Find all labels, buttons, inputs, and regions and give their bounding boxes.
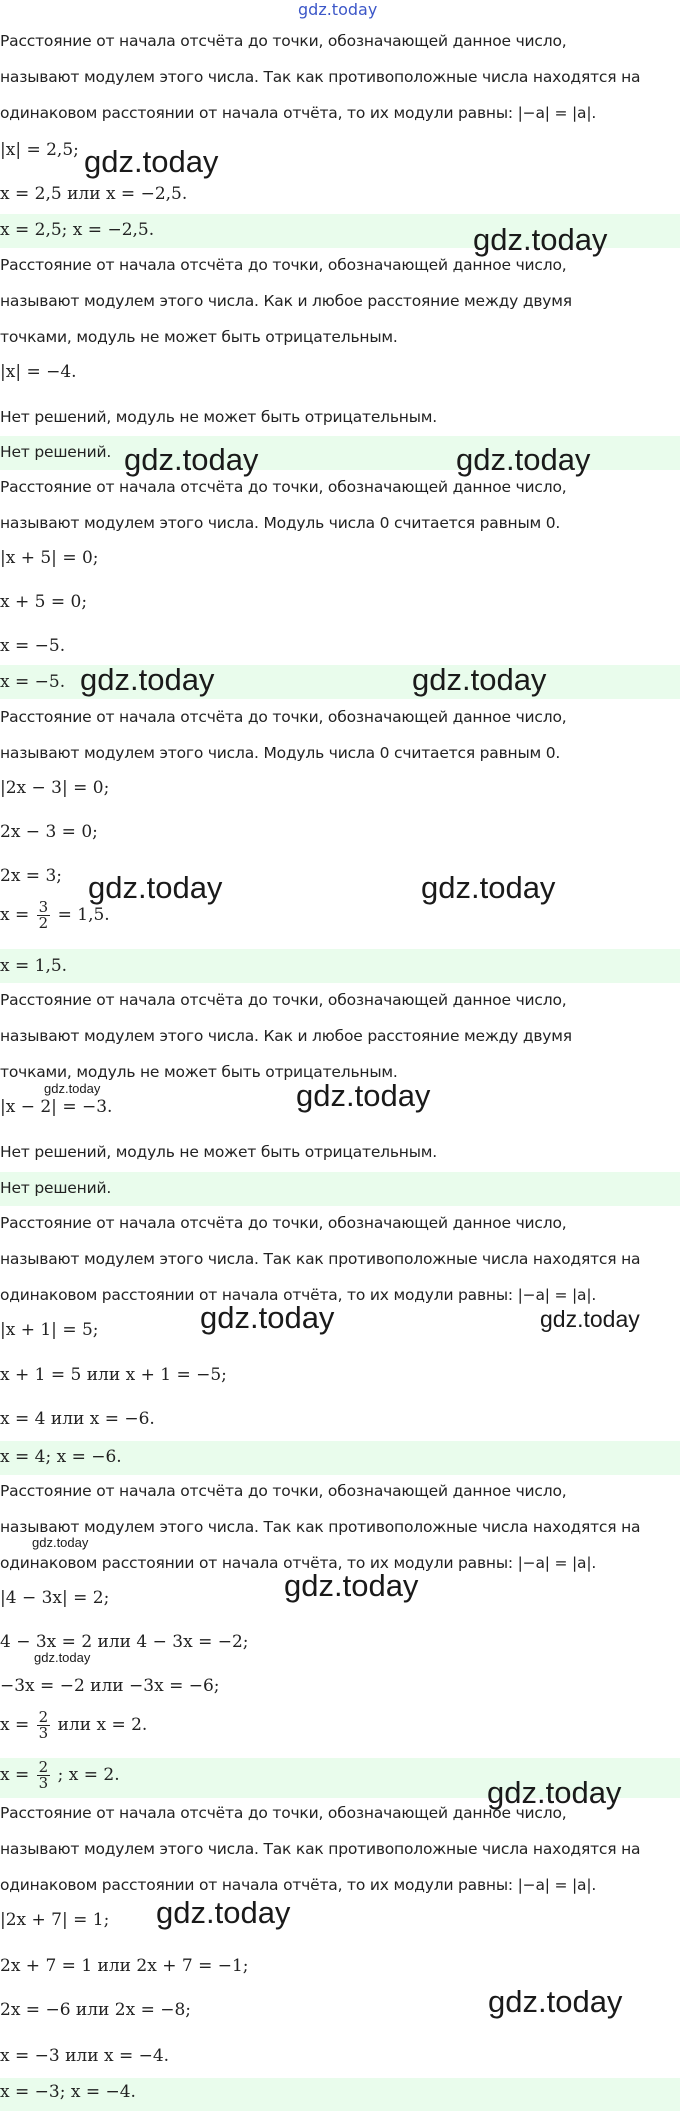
equation-prefix: x = — [0, 1765, 30, 1785]
explanation-text: одинаковом расстоянии от начала отчёта, то их модули равны: |−a| = |a|. — [0, 104, 597, 122]
equation-suffix: или x = 2. — [57, 1715, 148, 1735]
explanation-text: называют модулем этого числа. Так как противоположные числа находятся на — [0, 1518, 641, 1536]
watermark: gdz.today — [284, 1568, 419, 1603]
explanation-text: называют модулем этого числа. Как и любое расстояние между двумя — [0, 292, 572, 310]
explanation-text: точками, модуль не может быть отрицательным. — [0, 1063, 398, 1081]
watermark: gdz.today — [200, 1300, 335, 1335]
explanation-text: называют модулем этого числа. Так как противоположные числа находятся на — [0, 1840, 641, 1858]
explanation-text: одинаковом расстоянии от начала отчёта, то их модули равны: |−a| = |a|. — [0, 1554, 597, 1572]
equation: |x| = 2,5; — [0, 140, 79, 160]
equation-prefix: x = — [0, 905, 30, 925]
site-logo[interactable]: gdz.today — [298, 0, 378, 19]
equation-suffix: = 1,5. — [57, 905, 110, 925]
watermark: gdz.today — [296, 1078, 431, 1113]
equation: 2x + 7 = 1 или 2x + 7 = −1; — [0, 1956, 249, 1976]
equation-suffix: ; x = 2. — [57, 1765, 120, 1785]
answer: x = −5. — [0, 672, 66, 692]
watermark: gdz.today — [412, 662, 547, 697]
explanation-text: одинаковом расстоянии от начала отчёта, то их модули равны: |−a| = |a|. — [0, 1286, 597, 1304]
explanation-text: Расстояние от начала отсчёта до точки, обозначающей данное число, — [0, 478, 567, 496]
equation: |x − 2| = −3. — [0, 1097, 113, 1117]
watermark: gdz.today — [88, 870, 223, 905]
explanation-text: называют модулем этого числа. Так как противоположные числа находятся на — [0, 1250, 641, 1268]
fraction — [37, 1710, 51, 1741]
watermark: gdz.today — [44, 1081, 101, 1096]
fraction-denominator: 3 — [38, 1724, 49, 1742]
equation: |2x − 3| = 0; — [0, 778, 110, 798]
equation: 2x − 3 = 0; — [0, 822, 98, 842]
equation: |x + 1| = 5; — [0, 1320, 99, 1340]
equation: −3x = −2 или −3x = −6; — [0, 1676, 220, 1696]
explanation-text: называют модулем этого числа. Модуль числа 0 считается равным 0. — [0, 744, 561, 762]
fraction — [37, 900, 51, 931]
explanation-text: Расстояние от начала отсчёта до точки, обозначающей данное число, — [0, 1482, 567, 1500]
fraction-equation — [0, 1710, 680, 1741]
equation: x = 2,5 или x = −2,5. — [0, 184, 188, 204]
answer: Нет решений. — [0, 1179, 112, 1197]
equation: |4 − 3x| = 2; — [0, 1588, 110, 1608]
equation: 2x = 3; — [0, 866, 62, 886]
watermark: gdz.today — [456, 442, 591, 477]
equation: x = −5. — [0, 636, 66, 656]
explanation-text: Расстояние от начала отсчёта до точки, обозначающей данное число, — [0, 32, 567, 50]
answer: x = −3; x = −4. — [0, 2082, 136, 2102]
explanation-text: Расстояние от начала отсчёта до точки, обозначающей данное число, — [0, 991, 567, 1009]
equation: |x| = −4. — [0, 362, 77, 382]
answer: x = 4; x = −6. — [0, 1447, 122, 1467]
answer: x = 2,5; x = −2,5. — [0, 220, 155, 240]
fraction-numerator: 3 — [38, 898, 49, 916]
explanation-text: Расстояние от начала отсчёта до точки, обозначающей данное число, — [0, 1804, 567, 1822]
watermark: gdz.today — [156, 1895, 291, 1930]
conclusion-text: Нет решений, модуль не может быть отрицательным. — [0, 408, 438, 426]
conclusion-text: Нет решений, модуль не может быть отрицательным. — [0, 1143, 438, 1161]
answer: Нет решений. — [0, 443, 112, 461]
answer: x = 1,5. — [0, 956, 68, 976]
explanation-text: одинаковом расстоянии от начала отчёта, то их модули равны: |−a| = |a|. — [0, 1876, 597, 1894]
watermark: gdz.today — [488, 1984, 623, 2019]
watermark: gdz.today — [84, 144, 219, 179]
fraction-denominator: 3 — [38, 1774, 49, 1792]
explanation-text: называют модулем этого числа. Так как противоположные числа находятся на — [0, 68, 641, 86]
equation-prefix: x = — [0, 1715, 30, 1735]
equation: x + 1 = 5 или x + 1 = −5; — [0, 1365, 227, 1385]
fraction-numerator: 2 — [38, 1758, 49, 1776]
watermark: gdz.today — [487, 1775, 622, 1810]
explanation-text: Расстояние от начала отсчёта до точки, обозначающей данное число, — [0, 708, 567, 726]
watermark: gdz.today — [473, 222, 608, 257]
explanation-text: точками, модуль не может быть отрицательным. — [0, 328, 398, 346]
fraction — [37, 1760, 51, 1791]
watermark: gdz.today — [540, 1306, 640, 1332]
watermark: gdz.today — [421, 870, 556, 905]
fraction-numerator: 2 — [38, 1708, 49, 1726]
fraction-denominator: 2 — [38, 914, 49, 932]
explanation-text: Расстояние от начала отсчёта до точки, обозначающей данное число, — [0, 1214, 567, 1232]
equation: x = 4 или x = −6. — [0, 1409, 155, 1429]
equation: |2x + 7| = 1; — [0, 1910, 110, 1930]
explanation-text: называют модулем этого числа. Модуль числа 0 считается равным 0. — [0, 514, 561, 532]
explanation-text: Расстояние от начала отсчёта до точки, обозначающей данное число, — [0, 256, 567, 274]
equation: x = −3 или x = −4. — [0, 2046, 170, 2066]
equation: 4 − 3x = 2 или 4 − 3x = −2; — [0, 1632, 249, 1652]
watermark: gdz.today — [80, 662, 215, 697]
equation: |x + 5| = 0; — [0, 548, 99, 568]
equation: 2x = −6 или 2x = −8; — [0, 2000, 192, 2020]
explanation-text: называют модулем этого числа. Как и любое расстояние между двумя — [0, 1027, 572, 1045]
watermark: gdz.today — [32, 1535, 89, 1550]
watermark: gdz.today — [124, 442, 259, 477]
watermark: gdz.today — [34, 1650, 91, 1665]
equation: x + 5 = 0; — [0, 592, 88, 612]
